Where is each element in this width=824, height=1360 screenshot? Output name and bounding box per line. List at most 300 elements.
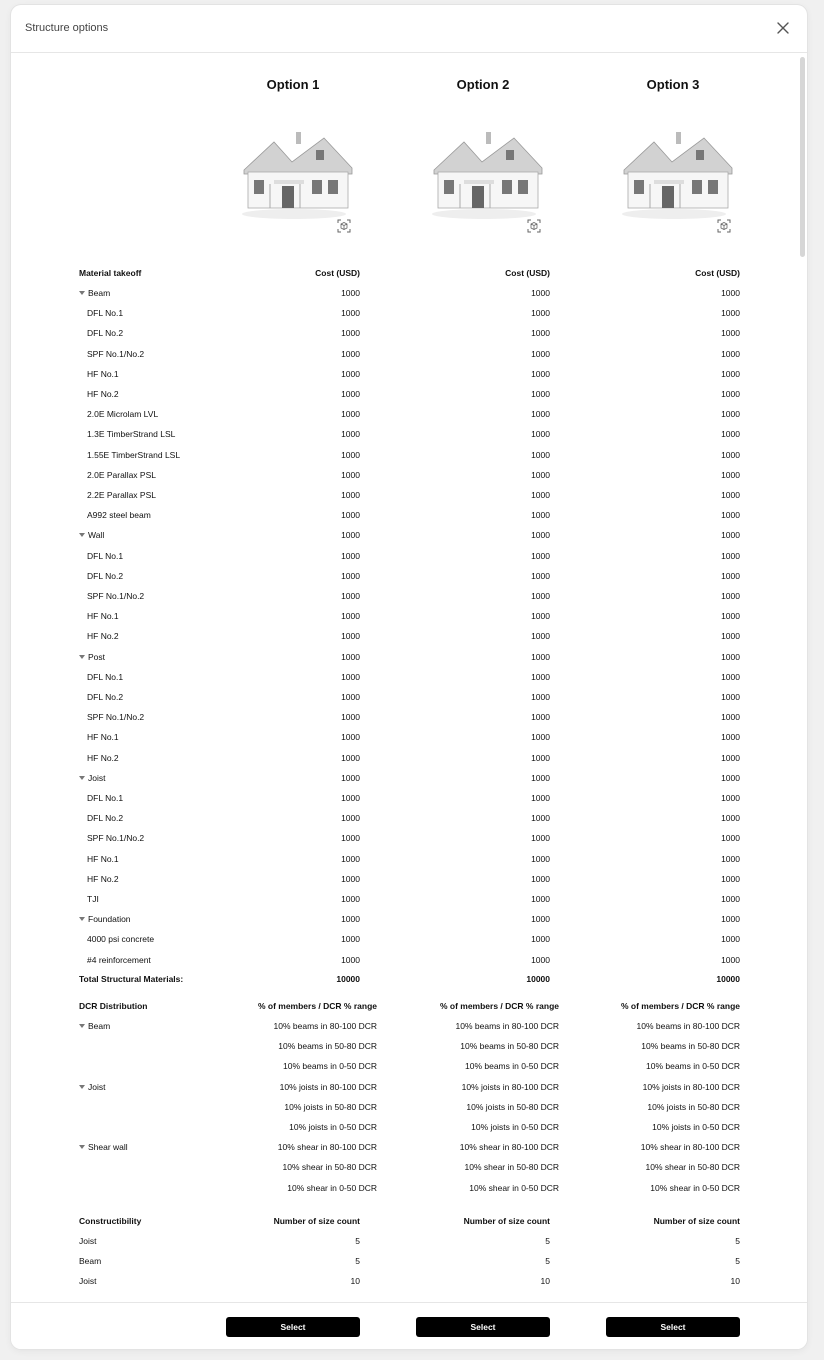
cell-value: 1000 xyxy=(721,914,740,925)
material-takeoff-header xyxy=(11,263,807,283)
close-icon[interactable] xyxy=(775,20,791,36)
cell-value: 10% shear in 0-50 DCR xyxy=(287,1182,377,1193)
cell-value: 1000 xyxy=(721,752,740,763)
cell-value: 1000 xyxy=(531,813,550,824)
cell-value: 10% beams in 50-80 DCR xyxy=(460,1041,559,1052)
cell-value: 1000 xyxy=(531,732,550,743)
cell-value: 1000 xyxy=(531,570,550,581)
constructibility-row xyxy=(11,1231,807,1251)
row-label xyxy=(79,1251,101,1271)
cell-value: 1000 xyxy=(341,631,360,642)
cell-value: 1000 xyxy=(341,409,360,420)
cell-value: 1000 xyxy=(341,651,360,662)
cell-value: 1000 xyxy=(531,651,550,662)
cell-value: 1000 xyxy=(531,853,550,864)
caret-down-icon[interactable] xyxy=(79,1145,85,1149)
constructibility-row xyxy=(11,1271,807,1291)
cell-value: 1000 xyxy=(721,530,740,541)
cell-value: 1000 xyxy=(341,490,360,500)
cell-value: 1000 xyxy=(341,752,360,763)
cell-value: 1000 xyxy=(341,368,360,379)
group-label[interactable] xyxy=(79,647,105,667)
caret-down-icon[interactable] xyxy=(79,1024,85,1028)
material-row xyxy=(11,687,807,707)
row-label-text: SPF No.1/No.2 xyxy=(87,348,145,359)
cell-value: 10 xyxy=(350,1276,360,1287)
total-value: 10000 xyxy=(336,974,360,984)
cell-value: 1000 xyxy=(721,732,740,743)
option-2-house-image xyxy=(424,128,544,220)
dcr-header xyxy=(11,996,807,1016)
row-label-text: DFL No.1 xyxy=(87,793,124,803)
row-label-text: HF No.1 xyxy=(87,611,119,622)
dcr-label: DCR Distribution xyxy=(79,1001,148,1011)
cell-value: 1000 xyxy=(721,368,740,379)
row-label-text: HF No.2 xyxy=(87,631,119,642)
row-label xyxy=(87,788,123,808)
cell-value: 10% shear in 50-80 DCR xyxy=(282,1162,377,1173)
cell-value: 1000 xyxy=(531,389,550,399)
structure-options-modal xyxy=(11,5,807,1349)
option-2-title: Option 2 xyxy=(456,77,510,92)
material-row xyxy=(11,849,807,869)
total-row xyxy=(11,969,807,989)
cell-value: 1000 xyxy=(341,469,360,480)
cell-value: 1000 xyxy=(531,914,550,925)
constructibility-label: Constructibility xyxy=(79,1216,142,1226)
material-row[interactable] xyxy=(11,525,807,545)
row-label-text: Beam xyxy=(79,1256,102,1267)
dcr-row xyxy=(11,1036,807,1056)
material-row xyxy=(11,808,807,828)
cell-value: 1000 xyxy=(721,389,740,399)
select-option-3-button[interactable]: Select xyxy=(606,1317,740,1337)
cell-value: 1000 xyxy=(721,772,740,783)
cell-value: 5 xyxy=(355,1236,360,1246)
cell-value: 1000 xyxy=(531,873,550,884)
material-row xyxy=(11,788,807,808)
cell-value: 1000 xyxy=(341,611,360,622)
row-label-text: #4 reinforcement xyxy=(87,954,151,965)
dcr-col-header: % of members / DCR % range xyxy=(257,1001,377,1011)
dcr-row xyxy=(11,1178,807,1198)
cell-value: 10% joists in 80-100 DCR xyxy=(279,1081,377,1092)
cell-value: 5 xyxy=(545,1256,550,1267)
cell-value: 1000 xyxy=(341,793,360,803)
caret-down-icon[interactable] xyxy=(79,776,85,780)
dcr-row[interactable] xyxy=(11,1077,807,1097)
cell-value: 1000 xyxy=(531,288,550,298)
row-label-text: 2.0E Parallax PSL xyxy=(87,469,156,480)
cell-value: 1000 xyxy=(531,894,550,904)
row-label xyxy=(87,626,119,646)
dcr-row xyxy=(11,1056,807,1076)
cell-value: 1000 xyxy=(531,752,550,763)
row-label xyxy=(87,424,175,444)
cell-value: 1000 xyxy=(531,469,550,480)
cell-value: 1000 xyxy=(531,328,550,339)
row-label-text: Beam xyxy=(88,1021,111,1031)
row-label xyxy=(87,727,119,747)
material-row xyxy=(11,929,807,949)
cell-value: 10% joists in 50-80 DCR xyxy=(466,1101,559,1112)
cell-value: 10% beams in 80-100 DCR xyxy=(273,1021,377,1031)
row-label xyxy=(87,323,123,343)
cell-value: 10% beams in 0-50 DCR xyxy=(282,1061,377,1072)
row-label xyxy=(87,344,144,364)
row-label-text: Joist xyxy=(88,772,106,783)
cell-value: 1000 xyxy=(341,692,360,702)
row-label xyxy=(87,465,156,485)
row-label-text: Shear wall xyxy=(88,1142,128,1153)
row-label xyxy=(79,1271,96,1291)
row-label-text: Joist xyxy=(79,1276,97,1287)
dcr-row[interactable] xyxy=(11,1016,807,1036)
modal-footer xyxy=(11,1302,807,1349)
cell-value: 1000 xyxy=(721,793,740,803)
cell-value: 10% shear in 50-80 DCR xyxy=(645,1162,740,1173)
row-label xyxy=(87,869,119,889)
row-label-text: DFL No.2 xyxy=(87,570,124,581)
row-label-text: 2.0E Microlam LVL xyxy=(87,409,159,420)
cell-value: 10% joists in 0-50 DCR xyxy=(471,1122,559,1132)
cell-value: 1000 xyxy=(341,570,360,581)
row-label xyxy=(87,889,99,909)
cell-value: 1000 xyxy=(341,772,360,783)
cell-value: 1000 xyxy=(531,348,550,359)
cell-value: 1000 xyxy=(341,712,360,723)
cell-value: 1000 xyxy=(721,894,740,904)
material-row xyxy=(11,869,807,889)
option-1-house-image xyxy=(234,128,354,220)
material-row xyxy=(11,566,807,586)
cell-value: 1000 xyxy=(341,873,360,884)
cell-value: 1000 xyxy=(721,591,740,601)
cell-value: 1000 xyxy=(341,510,360,521)
cell-value: 5 xyxy=(355,1256,360,1267)
material-row[interactable] xyxy=(11,647,807,667)
cell-value: 1000 xyxy=(721,712,740,723)
group-label[interactable] xyxy=(79,283,110,303)
material-row xyxy=(11,950,807,970)
cell-value: 1000 xyxy=(531,611,550,622)
row-label-text: DFL No.1 xyxy=(87,671,124,682)
row-label xyxy=(87,929,154,949)
row-label-text: SPF No.1/No.2 xyxy=(87,712,145,723)
cell-value: 1000 xyxy=(341,833,360,844)
cell-value: 1000 xyxy=(531,530,550,541)
cell-value: 1000 xyxy=(721,449,740,460)
material-row[interactable] xyxy=(11,909,807,929)
cell-value: 5 xyxy=(735,1236,740,1246)
total-label: Total Structural Materials: xyxy=(79,974,184,984)
modal-body xyxy=(11,53,807,1303)
cell-value: 1000 xyxy=(531,409,550,420)
group-label[interactable] xyxy=(79,1016,110,1036)
row-label-text: DFL No.1 xyxy=(87,308,124,319)
cell-value: 1000 xyxy=(341,308,360,319)
dcr-row xyxy=(11,1097,807,1117)
cell-value: 1000 xyxy=(721,651,740,662)
row-label-text: TJI xyxy=(87,894,99,904)
cell-value: 1000 xyxy=(531,692,550,702)
material-row xyxy=(11,546,807,566)
cell-value: 1000 xyxy=(531,510,550,521)
row-label-text: Joist xyxy=(88,1081,106,1092)
row-label xyxy=(87,667,123,687)
cost-header: Cost (USD) xyxy=(505,268,550,278)
cell-value: 1000 xyxy=(341,914,360,925)
cell-value: 1000 xyxy=(531,591,550,601)
cell-value: 1000 xyxy=(721,348,740,359)
constructibility-row xyxy=(11,1251,807,1271)
material-row xyxy=(11,364,807,384)
cell-value: 10% joists in 50-80 DCR xyxy=(647,1101,740,1112)
row-label-text: Foundation xyxy=(88,914,131,925)
select-option-1-button[interactable]: Select xyxy=(226,1317,360,1337)
row-label-text: HF No.2 xyxy=(87,752,119,763)
cell-value: 1000 xyxy=(531,671,550,682)
caret-down-icon[interactable] xyxy=(79,1085,85,1089)
total-value: 10000 xyxy=(526,974,550,984)
cell-value: 10% beams in 50-80 DCR xyxy=(278,1041,377,1052)
row-label-text: SPF No.1/No.2 xyxy=(87,591,145,601)
select-option-2-button[interactable]: Select xyxy=(416,1317,550,1337)
cell-value: 1000 xyxy=(721,954,740,965)
cell-value: 1000 xyxy=(341,288,360,298)
cell-value: 10% beams in 50-80 DCR xyxy=(641,1041,740,1052)
row-label-text: HF No.1 xyxy=(87,368,119,379)
cell-value: 1000 xyxy=(531,833,550,844)
option-3-house-image xyxy=(614,128,734,220)
row-label xyxy=(87,303,123,323)
row-label-text: Joist xyxy=(79,1236,97,1246)
material-row xyxy=(11,344,807,364)
material-row xyxy=(11,626,807,646)
row-label-text: DFL No.1 xyxy=(87,550,124,561)
cell-value: 1000 xyxy=(721,934,740,945)
material-row xyxy=(11,384,807,404)
total-value: 10000 xyxy=(716,974,740,984)
material-row xyxy=(11,404,807,424)
row-label xyxy=(87,808,123,828)
cell-value: 1000 xyxy=(341,671,360,682)
cost-header: Cost (USD) xyxy=(695,268,740,278)
option-1-title: Option 1 xyxy=(266,77,320,92)
row-label xyxy=(87,546,123,566)
material-row[interactable] xyxy=(11,768,807,788)
dcr-col-header: % of members / DCR % range xyxy=(620,1001,740,1011)
cell-value: 10% beams in 0-50 DCR xyxy=(645,1061,740,1072)
cell-value: 1000 xyxy=(721,328,740,339)
cell-value: 1000 xyxy=(341,389,360,399)
row-label-text: HF No.2 xyxy=(87,873,119,884)
row-label xyxy=(87,748,119,768)
group-label[interactable] xyxy=(79,1077,105,1097)
cell-value: 1000 xyxy=(341,328,360,339)
material-row xyxy=(11,303,807,323)
material-row xyxy=(11,707,807,727)
row-label-text: Wall xyxy=(88,530,105,541)
group-label[interactable] xyxy=(79,1137,128,1157)
cell-value: 1000 xyxy=(341,530,360,541)
cell-value: 5 xyxy=(735,1256,740,1267)
cell-value: 1000 xyxy=(341,813,360,824)
material-row xyxy=(11,667,807,687)
cell-value: 1000 xyxy=(721,570,740,581)
caret-down-icon[interactable] xyxy=(79,655,85,659)
row-label xyxy=(87,828,144,848)
cell-value: 1000 xyxy=(721,490,740,500)
row-label-text: 1.55E TimberStrand LSL xyxy=(87,449,181,460)
material-row xyxy=(11,727,807,747)
group-label[interactable] xyxy=(79,909,131,929)
row-label xyxy=(87,950,151,970)
dcr-col-header: % of members / DCR % range xyxy=(439,1001,559,1011)
row-label-text: DFL No.2 xyxy=(87,692,124,702)
cell-value: 1000 xyxy=(341,934,360,945)
cell-value: 1000 xyxy=(721,692,740,702)
row-label xyxy=(87,404,158,424)
row-label xyxy=(87,485,156,505)
row-label-text: HF No.1 xyxy=(87,732,119,743)
cell-value: 1000 xyxy=(531,550,550,561)
cell-value: 1000 xyxy=(531,772,550,783)
cell-value: 1000 xyxy=(531,934,550,945)
caret-down-icon[interactable] xyxy=(79,533,85,537)
cell-value: 10% shear in 80-100 DCR xyxy=(459,1142,559,1153)
row-label xyxy=(87,849,119,869)
row-label-text: DFL No.2 xyxy=(87,328,124,339)
cell-value: 1000 xyxy=(341,853,360,864)
scrollbar[interactable] xyxy=(800,57,805,257)
material-row xyxy=(11,445,807,465)
cell-value: 1000 xyxy=(531,490,550,500)
cell-value: 10% shear in 50-80 DCR xyxy=(464,1162,559,1173)
row-label xyxy=(87,707,144,727)
material-row xyxy=(11,606,807,626)
cell-value: 1000 xyxy=(531,954,550,965)
cell-value: 10% joists in 50-80 DCR xyxy=(284,1101,377,1112)
row-label xyxy=(87,384,119,404)
cell-value: 10% joists in 0-50 DCR xyxy=(652,1122,740,1132)
cell-value: 1000 xyxy=(531,368,550,379)
dcr-row xyxy=(11,1157,807,1177)
cell-value: 10% beams in 0-50 DCR xyxy=(464,1061,559,1072)
material-row xyxy=(11,465,807,485)
row-label xyxy=(87,606,119,626)
row-label xyxy=(87,586,144,606)
group-label[interactable] xyxy=(79,525,104,545)
cell-value: 10 xyxy=(540,1276,550,1287)
material-row xyxy=(11,828,807,848)
row-label xyxy=(87,566,123,586)
dcr-row xyxy=(11,1117,807,1137)
material-row[interactable] xyxy=(11,283,807,303)
row-label-text: Beam xyxy=(88,288,111,298)
cell-value: 10% shear in 80-100 DCR xyxy=(640,1142,740,1153)
constructibility-header xyxy=(11,1211,807,1231)
row-label xyxy=(79,1231,96,1251)
dcr-row[interactable] xyxy=(11,1137,807,1157)
size-count-header: Number of size count xyxy=(463,1216,550,1226)
row-label-text: 1.3E TimberStrand LSL xyxy=(87,429,176,440)
row-label xyxy=(87,364,119,384)
cell-value: 1000 xyxy=(721,550,740,561)
view-3d-icon[interactable] xyxy=(527,219,541,233)
cell-value: 1000 xyxy=(721,429,740,440)
cell-value: 1000 xyxy=(531,712,550,723)
cell-value: 10% shear in 0-50 DCR xyxy=(650,1182,740,1193)
size-count-header: Number of size count xyxy=(273,1216,360,1226)
cell-value: 1000 xyxy=(721,510,740,521)
cell-value: 10% joists in 80-100 DCR xyxy=(461,1081,559,1092)
cost-header: Cost (USD) xyxy=(315,268,360,278)
row-label xyxy=(87,505,151,525)
material-row xyxy=(11,485,807,505)
row-label xyxy=(87,687,123,707)
material-row xyxy=(11,586,807,606)
group-label[interactable] xyxy=(79,768,105,788)
cell-value: 1000 xyxy=(721,853,740,864)
row-label-text: HF No.2 xyxy=(87,389,119,399)
caret-down-icon[interactable] xyxy=(79,291,85,295)
cell-value: 1000 xyxy=(721,308,740,319)
cell-value: 10% beams in 80-100 DCR xyxy=(455,1021,559,1031)
cell-value: 1000 xyxy=(341,348,360,359)
cell-value: 1000 xyxy=(341,550,360,561)
cell-value: 1000 xyxy=(531,631,550,642)
cell-value: 1000 xyxy=(341,429,360,440)
cell-value: 10% joists in 80-100 DCR xyxy=(642,1081,740,1092)
material-row xyxy=(11,505,807,525)
cell-value: 1000 xyxy=(341,732,360,743)
size-count-header: Number of size count xyxy=(653,1216,740,1226)
row-label xyxy=(87,445,180,465)
cell-value: 1000 xyxy=(721,833,740,844)
material-row xyxy=(11,323,807,343)
cell-value: 1000 xyxy=(341,894,360,904)
cell-value: 10% shear in 0-50 DCR xyxy=(469,1182,559,1193)
cell-value: 1000 xyxy=(531,793,550,803)
row-label-text: 2.2E Parallax PSL xyxy=(87,490,156,500)
cell-value: 1000 xyxy=(721,671,740,682)
view-3d-icon[interactable] xyxy=(337,219,351,233)
material-row xyxy=(11,424,807,444)
cell-value: 10% shear in 80-100 DCR xyxy=(277,1142,377,1153)
row-label-text: Post xyxy=(88,651,106,662)
view-3d-icon[interactable] xyxy=(717,219,731,233)
material-row xyxy=(11,748,807,768)
cell-value: 1000 xyxy=(721,409,740,420)
cell-value: 1000 xyxy=(531,449,550,460)
option-3-title: Option 3 xyxy=(646,77,700,92)
cell-value: 1000 xyxy=(721,469,740,480)
material-takeoff-label: Material takeoff xyxy=(79,268,142,278)
cell-value: 1000 xyxy=(721,611,740,622)
cell-value: 10 xyxy=(730,1276,740,1287)
cell-value: 5 xyxy=(545,1236,550,1246)
cell-value: 1000 xyxy=(531,429,550,440)
row-label-text: A992 steel beam xyxy=(87,510,151,521)
cell-value: 1000 xyxy=(341,591,360,601)
modal-header xyxy=(11,5,807,53)
caret-down-icon[interactable] xyxy=(79,917,85,921)
row-label-text: HF No.1 xyxy=(87,853,119,864)
cell-value: 10% joists in 0-50 DCR xyxy=(289,1122,377,1132)
cell-value: 1000 xyxy=(341,449,360,460)
cell-value: 1000 xyxy=(721,631,740,642)
